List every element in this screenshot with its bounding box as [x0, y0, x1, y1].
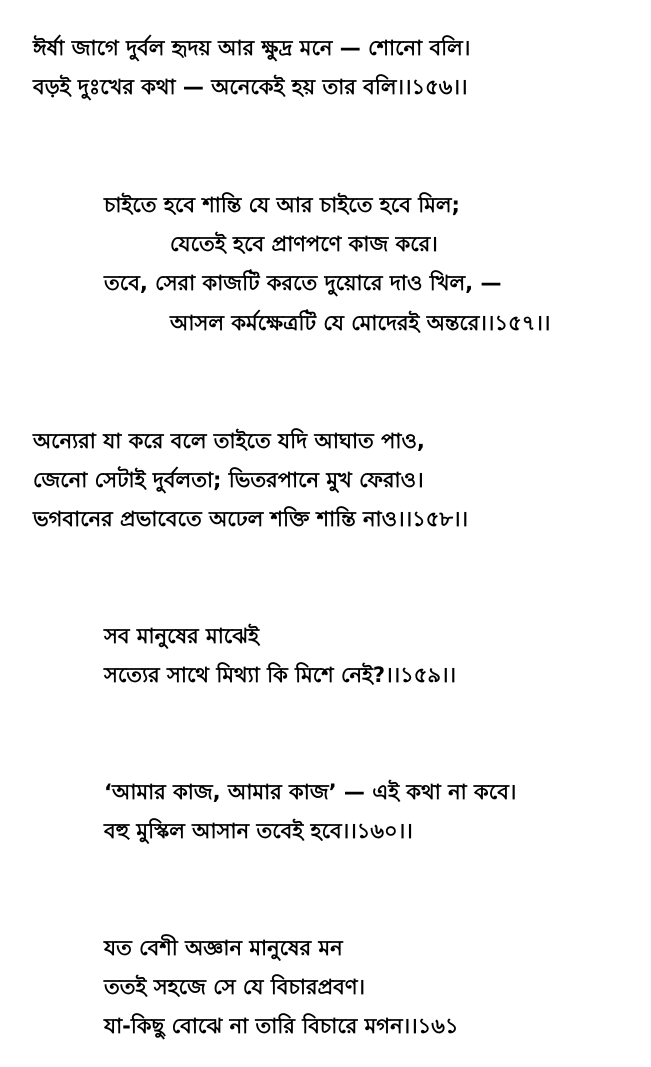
verse-line: যেতেই হবে প্রাণপণে কাজ করে।	[170, 232, 438, 256]
verse-line: ততই সহজে সে যে বিচারপ্রবণ।	[104, 975, 366, 999]
verse-line: ‘আমার কাজ, আমার কাজ’ — এই কথা না কবে।	[104, 780, 517, 804]
verse-line: চাইতে হবে শান্তি যে আর চাইতে হবে মিল;	[104, 193, 460, 217]
verse-line: যা-কিছু বোঝে না তারি বিচারে মগন।।১৬১	[104, 1014, 459, 1038]
verse-line: বড়ই দুঃখের কথা — অনেকেই হয় তার বলি।।১৫৬।।	[33, 75, 468, 99]
verse-line: ঈর্ষা জাগে দুর্বল হৃদয় আর ক্ষুদ্র মনে — শোনো বলি।	[33, 36, 471, 60]
verse-line: তবে, সেরা কাজটি করতে দুয়োরে দাও খিল, —	[104, 271, 502, 295]
verse-line: অন্যেরা যা করে বলে তাইতে যদি আঘাত পাও,	[33, 429, 425, 453]
verse-line: আসল কর্মক্ষেত্রটি যে মোদেরই অন্তরে।।১৫৭।।	[170, 311, 551, 335]
verse-line: জেনো সেটাই দুর্বলতা; ভিতরপানে মুখ ফেরাও।	[33, 468, 424, 492]
verse-line: বহু মুস্কিল আসান তবেই হবে।।১৬০।।	[104, 819, 413, 843]
verse-line: ভগবানের প্রভাবেতে অঢেল শক্তি শান্তি নাও।।১৫৮।।	[33, 507, 468, 531]
verse-line: সত্যের সাথে মিথ্যা কি মিশে নেই?।।১৫৯।।	[104, 663, 457, 687]
verse-line: যত বেশী অজ্ঞান মানুষের মন	[104, 936, 343, 960]
verse-line: সব মানুষের মাঝেই	[104, 624, 260, 648]
